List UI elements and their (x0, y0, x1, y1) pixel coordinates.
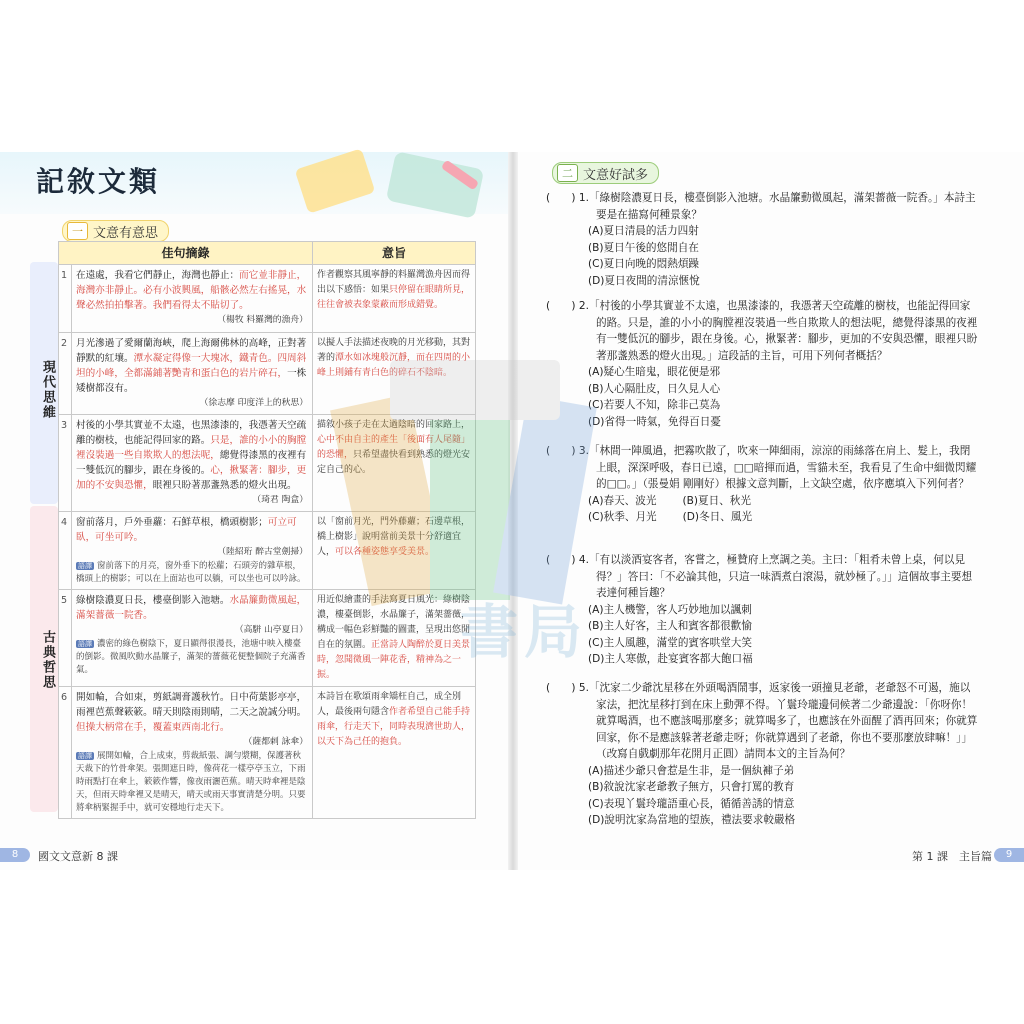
meaning-highlight: 潭水如冰塊般沉靜，而在四周的小峰上則鋪有青白色的碎石不陰暗。 (317, 353, 471, 378)
excerpt-highlight: 而它並非靜止，海灣亦非靜止。必有小波興風，船骸必然左右搖晃，水聲必然拍拍擊著。我們看得太不貼切了。 (76, 270, 307, 311)
option[interactable]: (D)主人寒傲，赴宴賓客都大飽口福 (588, 653, 753, 665)
section-heading (62, 220, 169, 242)
row-number: 4 (59, 512, 72, 590)
question-number: 1. (578, 192, 589, 204)
gloss-text: 濃密的綠色樹陰下，夏日顯得很漫長，池塘中映入樓臺的倒影。微風吹動水晶簾子，滿架的薔薇花便整個院子充滿香氣。 (76, 639, 306, 675)
option[interactable]: (A)春天、波光 (588, 494, 657, 507)
excerpt-table (58, 241, 476, 819)
option-row (546, 509, 978, 526)
gloss-text: 窗前落下的月亮，窗外垂下的松蘿；石頭旁的雜草根，橋頭上的樹影；可以在上面站也可以躺，可以坐也可以吟詠。 (76, 561, 306, 584)
option[interactable]: (A)描述少爺只會惹是生非，是一個紈褲子弟 (588, 764, 795, 777)
table-header-row (59, 242, 476, 265)
excerpt-text: 眼裡只盼著那盞熟悉的燈火出現。 (152, 480, 297, 491)
excerpt-cell (72, 265, 313, 333)
option[interactable]: (C)主人風趣，滿堂的賓客哄堂大笑 (588, 636, 752, 649)
excerpt-text: 月光滲過了愛爾蘭海峽，爬上海爾佛林的高峰，正對著靜默的紅壤。 (76, 338, 307, 364)
gloss-note (76, 750, 308, 815)
gloss-note (76, 638, 308, 677)
answer-blank[interactable]: ( ) (546, 300, 576, 312)
question-text: 「有以淡酒宴客者，客嘗之，極贊府上烹調之美。主曰：「粗肴未曾上桌，何以見得？」答曰：「不必論其他，只這一味酒煮白滾湯，就妙極了。」」這個故事主要想表達何種旨趣？ (588, 554, 973, 599)
question-stem (546, 443, 978, 493)
row-number: 5 (59, 590, 72, 687)
excerpt-highlight: 但操大柄常在手，覆蓋東西南北行。 (76, 722, 230, 733)
excerpt-cell (72, 333, 313, 415)
col-header-main: 佳句摘錄 (59, 242, 313, 265)
excerpt-citation: （徐志摩 印度洋上的秋思） (199, 398, 308, 408)
question-text: 「綠樹陰濃夏日長，樓臺倒影入池塘。水晶簾動微風起，滿架薔薇一院香。」本詩主要是在描寫何種景象？ (588, 192, 976, 221)
meaning-cell (313, 333, 476, 415)
meaning-text: 以「窗前月光，門外藤蘿；石邊草根，橋上樹影」說明當前美景十分舒適宜人， (317, 517, 471, 557)
page-number-left: 8 (0, 848, 30, 862)
meaning-text: 本詩旨在歌頌雨傘矯枉自己，成全別人，最後兩句隱含 (317, 692, 462, 717)
row-number: 2 (59, 333, 72, 415)
question-stem (546, 552, 978, 602)
excerpt-text: 綠樹陰濃夏日長，樓臺倒影入池塘。 (76, 595, 230, 606)
meaning-text: 以擬人手法描述夜晚的月光移動，其對著的 (317, 338, 471, 363)
section-number: 二 (557, 164, 578, 182)
question-stem (546, 190, 978, 223)
meaning-highlight: 正當詩人陶醉於夏日美景時，忽聞微風一陣花香，精神為之一振。 (317, 640, 471, 680)
table-row (59, 265, 476, 333)
question-2 (546, 298, 978, 430)
answer-blank[interactable]: ( ) (546, 682, 576, 694)
answer-blank[interactable]: ( ) (546, 554, 576, 566)
page-title: 記敘文類 (36, 165, 161, 198)
row-number: 3 (59, 415, 72, 512)
question-text: 「沈家二少爺沈星移在外頭喝酒鬧事，返家後一頭撞見老爺，老爺怒不可遏，施以家法，把沈星移打到在床上動彈不得。丫鬟玲瓏邊伺候著二少爺邊說：「你呀你！就算喝酒，也不應該喝那麼多；就算喝多了，也應該在外面醒了酒再回來；你就算回家，你不是應該躲著老爺走呀；你就算遇到了老爺，你也不要那麼放肆嘛！」」（改寫自戲劇那年花開月正圓）請問本文的主旨為何？ (588, 682, 978, 760)
option[interactable]: (A)疑心生暗鬼，眼花便是邪 (588, 366, 721, 378)
section-number: 一 (67, 222, 88, 240)
option[interactable]: (B)夏日午後的悠閒自在 (588, 241, 699, 254)
question-text: 「林間一陣風過，把霧吹散了，吹來一陣細雨，涼涼的雨絲落在肩上、髮上，我閉上眼，深深呼吸，春日已遠，□□暗揮而過，雪貓未至，我看見了生命中細微閃耀的□□。」（張曼娟 剛剛好）根據文意判斷，上文缺空處，依序應填入下列何者？ (588, 445, 977, 490)
row-number: 6 (59, 687, 72, 819)
excerpt-highlight: 可立可臥，可坐可吟。 (76, 517, 297, 543)
question-number: 3. (578, 445, 589, 457)
excerpt-text: 在遠處，我看它們靜止，海灣也靜止： (76, 270, 240, 281)
meaning-highlight: 可以各種姿態享受美景。 (335, 547, 435, 557)
question-number: 4. (578, 554, 589, 566)
section-title: 文意有意思 (93, 225, 159, 241)
option[interactable]: (D)夏日夜間的清涼愜悅 (588, 274, 700, 287)
meaning-cell (313, 265, 476, 333)
gloss-tag-icon: 語譯 (78, 752, 92, 760)
meaning-highlight: 心中不由自主的產生「後面有人尾隨」的恐懼， (317, 435, 471, 460)
option[interactable]: (B)敘說沈家老爺教子無方，只會打罵的教育 (588, 781, 795, 793)
excerpt-highlight: 只是，誰的小小的胸膛裡沒裝過一些自欺欺人的想法呢， (76, 435, 307, 461)
question-number: 2. (578, 300, 589, 312)
meaning-cell (313, 512, 476, 590)
excerpt-citation: （琦君 陶盒） (252, 495, 308, 505)
watermark-text: 書局 (460, 598, 589, 666)
excerpt-text: 一株矮樹都沒有。 (76, 368, 307, 394)
question-4 (546, 552, 978, 668)
excerpt-cell (72, 512, 313, 590)
question-number: 5. (578, 682, 589, 694)
option[interactable]: (A)夏日清晨的活力四射 (588, 225, 699, 237)
excerpt-citation: （薩都剌 詠傘） (243, 737, 308, 747)
table-row (59, 687, 476, 819)
question-5 (546, 680, 978, 829)
option[interactable]: (B)主人好客，主人和賓客都很歡愉 (588, 620, 752, 632)
footer-chapter: 第 1 課 主旨篇 (912, 850, 992, 863)
meaning-text: 作者觀察其風寧靜的料羅灣漁舟因而得出以下感悟：如果 (317, 270, 471, 295)
question-stem (546, 680, 978, 763)
side-label-classic: 古典哲思 (40, 630, 55, 690)
gloss-note (76, 560, 308, 586)
table-row (59, 415, 476, 512)
meaning-text: 只希望盡快看到熟悉的燈光安定自己的心。 (317, 450, 471, 475)
question-text: 「村後的小學其實並不太遠，也黑漆漆的，我憑著天空疏離的樹枝，也能記得回家的路。只是，誰的小小的胸膛裡沒裝過一些自欺欺人的想法呢，總覺得漆黑的夜裡有一雙低沉的腳步，跟在身後。心，揪緊著：腳步，更加的不安與恐懼，眼裡只盼著那盞熟悉的燈火出現。」這段話的主旨，可用下列何者概括？ (588, 300, 978, 362)
table-row (59, 590, 476, 687)
footer-book-title: 國文文意新 8 課 (38, 850, 118, 863)
meaning-cell (313, 687, 476, 819)
answer-blank[interactable]: ( ) (546, 192, 576, 204)
answer-blank[interactable]: ( ) (546, 445, 576, 457)
excerpt-citation: （高駢 山亭夏日） (234, 625, 308, 635)
section-title: 文意好試多 (583, 167, 649, 183)
gloss-tag-icon: 語譯 (78, 562, 92, 570)
meaning-highlight: 只停留在眼睛所見，往往會被表象蒙蔽而形成錯覺。 (317, 285, 471, 310)
excerpt-highlight: 水晶簾動微風起，滿架薔薇一院香。 (76, 595, 307, 621)
option[interactable]: (D)省得一時氣，免得百日憂 (588, 415, 721, 428)
page-gutter (508, 152, 518, 870)
side-label-modern: 現代思維 (40, 360, 55, 420)
page-number-right: 9 (994, 848, 1024, 862)
excerpt-text: 總覺得漆黑的夜裡有一雙低沉的腳步，跟在身後的。 (76, 450, 307, 476)
row-number: 1 (59, 265, 72, 333)
question-1 (546, 190, 978, 289)
option[interactable]: (D)冬日、風光 (682, 511, 753, 523)
question-stem (546, 298, 978, 364)
excerpt-text: 村後的小學其實並不太遠，也黑漆漆的，我憑著天空疏離的樹枝，也能記得回家的路。 (76, 420, 307, 446)
question-3 (546, 443, 978, 526)
option[interactable]: (C)夏日向晚的悶熱煩躁 (588, 258, 700, 270)
meaning-highlight: 作者希望自己能手持雨傘，行走天下，同時表現濟世助人，以天下為己任的抱負。 (317, 707, 471, 747)
excerpt-text: 窗前落月，戶外垂蘿：石鮮草根，橋頭樹影； (76, 517, 268, 528)
meaning-cell (313, 590, 476, 687)
meaning-text: 描敘小孩子走在太過陰暗的回家路上， (317, 420, 471, 430)
excerpt-cell (72, 415, 313, 512)
section-heading (552, 162, 659, 184)
excerpt-citation: （陸紹珩 醉古堂劍掃） (217, 547, 308, 557)
excerpt-highlight: 潭水凝定得像一大塊冰，鐵青色。四周斜坦的小峰，全都滿鋪著艷青和蛋白色的岩片碎石， (76, 353, 307, 379)
excerpt-cell (72, 590, 313, 687)
gloss-text: 展開如輪，合上成束，剪裁紙張、調勻漿糊，保護著秋天裁下的竹骨傘架。張開遮日時，像荷花一樣亭亭玉立，下雨時雨點打在傘上，簌簌作響，像夜雨灑芭蕉。晴天時傘裡是陰天，但雨天時傘裡又是晴天，晴天或雨天事實清楚分明。只要將傘柄緊握手中，就可安穩地行走天下。 (76, 751, 306, 813)
excerpt-text: 開如輪，合如束，剪紙調膏護秋竹。日中荷葉影亭亭，雨裡芭蕉聲簌簌。晴天則陰雨則晴，二天之說誠分明。 (76, 692, 307, 718)
option[interactable]: (A)主人機警，客人巧妙地加以諷刺 (588, 603, 752, 616)
excerpt-highlight: 心，揪緊著：腳步，更加的不安與恐懼， (76, 465, 307, 491)
meaning-text: 用近似繪畫的手法寫夏日風光：綠樹陰濃，樓臺倒影，水晶簾子，滿架薔薇，構成一幅色彩鮮豔的圖畫，呈現出悠閒自在的氛圍。 (317, 595, 471, 650)
table-row (59, 512, 476, 590)
col-header-note: 意旨 (313, 242, 476, 265)
excerpt-cell (72, 687, 313, 819)
table-row (59, 333, 476, 415)
option[interactable]: (B)人心隔肚皮，日久見人心 (588, 382, 721, 395)
option[interactable]: (C)若要人不知，除非己莫為 (588, 399, 721, 411)
option[interactable]: (D)說明沈家為當地的望族，禮法要求較嚴格 (588, 814, 796, 826)
option[interactable]: (B)夏日、秋光 (682, 494, 751, 507)
excerpt-citation: （楊牧 料羅灣的漁舟） (217, 315, 308, 325)
option-row (546, 493, 978, 510)
gloss-tag-icon: 語譯 (78, 640, 92, 648)
meaning-cell (313, 415, 476, 512)
option[interactable]: (C)秋季、月光 (588, 511, 657, 523)
option[interactable]: (C)表現丫鬟玲瓏語重心長，循循善誘的情意 (588, 797, 795, 810)
